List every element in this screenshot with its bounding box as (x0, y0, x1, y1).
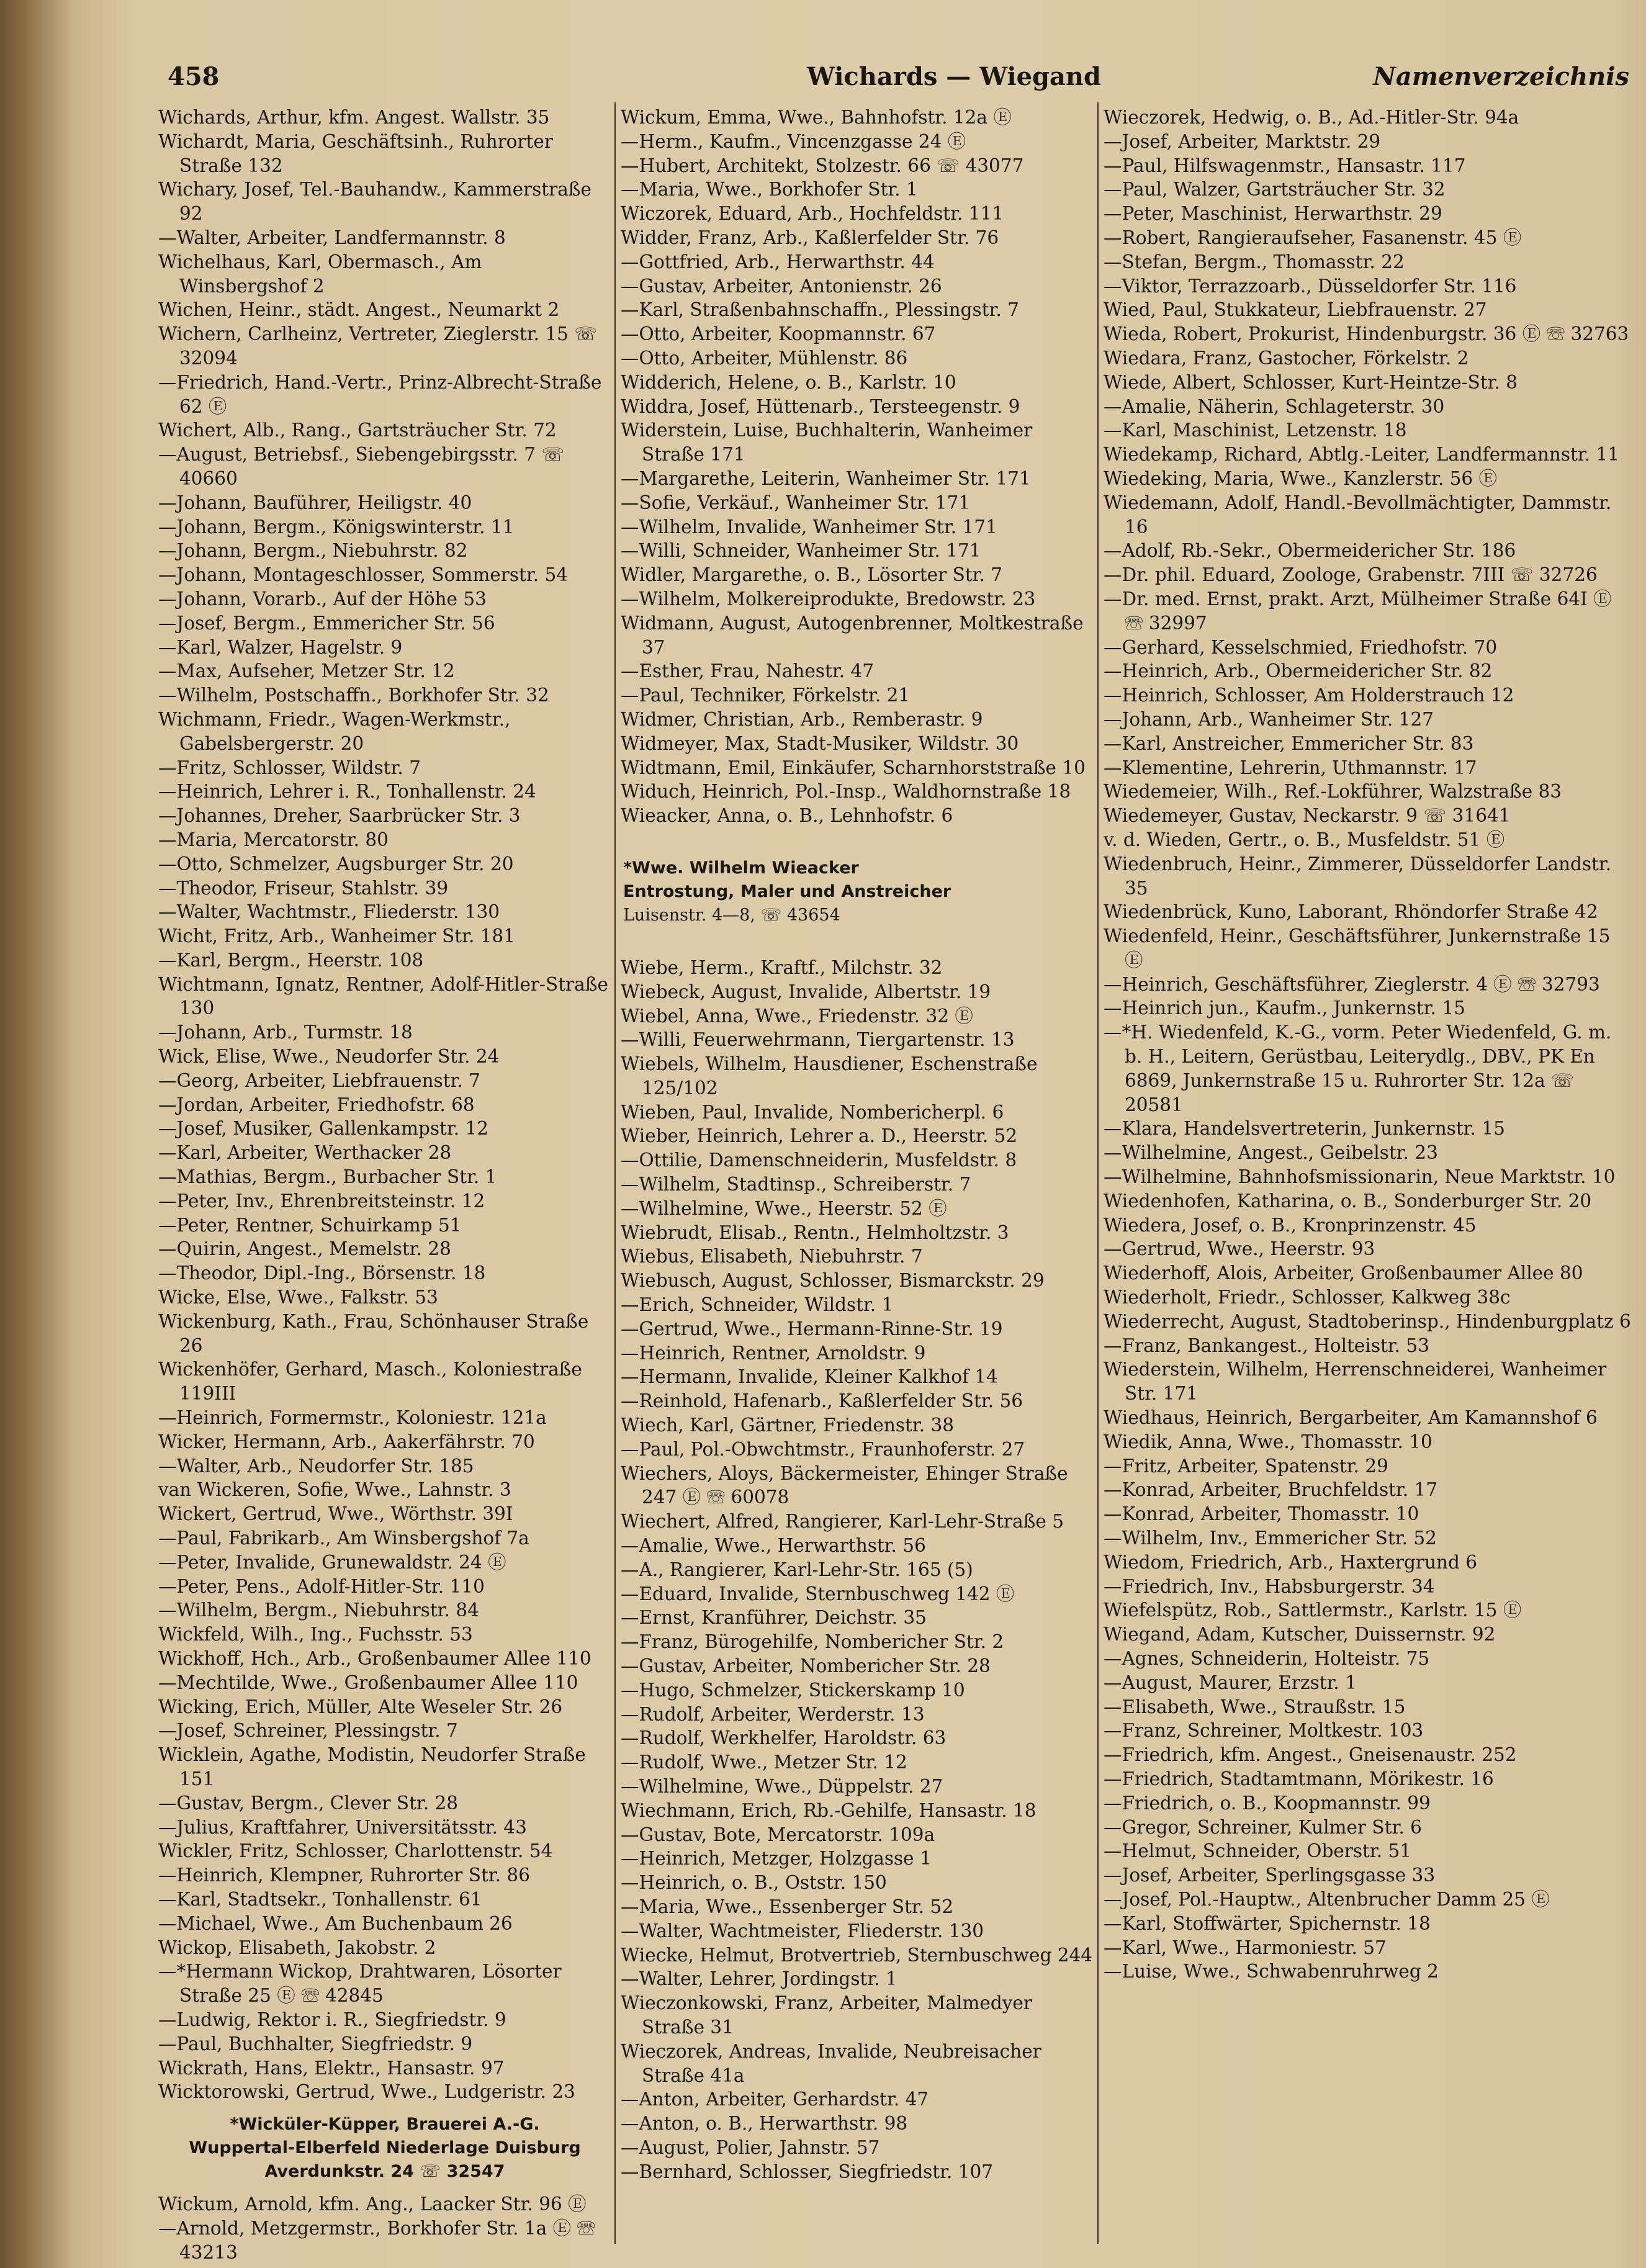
advertisement-wickueler (158, 2113, 611, 2184)
ad-line: Averdunkstr. 24 ☏ 32547 (264, 2162, 505, 2182)
directory-entry: Wiedenhofen, Katharina, o. B., Sonderburger Str. 20 (1104, 1190, 1592, 1212)
directory-entry: Wichards, Arthur, kfm. Angest. Wallstr. 35 (158, 107, 550, 128)
advertisement-wieacker (621, 857, 1099, 927)
directory-entry: —Gustav, Arbeiter, Nombericher Str. 28 (621, 1655, 991, 1677)
directory-entry: —Paul, Hilfswagenmstr., Hansastr. 117 (1104, 155, 1466, 176)
entry-list-col1b (158, 2192, 611, 2264)
directory-entry: —Konrad, Arbeiter, Thomasstr. 10 (1104, 1503, 1419, 1525)
running-title: Wichards — Wiegand (807, 62, 1101, 91)
directory-entry: Widuch, Heinrich, Pol.-Insp., Waldhornstraße 18 (621, 781, 1071, 803)
section-title: Namenverzeichnis (1373, 62, 1629, 91)
directory-entry: —Gustav, Bote, Mercatorstr. 109a (621, 1824, 935, 1845)
directory-entry: Wickum, Emma, Wwe., Bahnhofstr. 12a Ⓔ (621, 107, 1012, 128)
directory-entry: —Hermann, Invalide, Kleiner Kalkhof 14 (621, 1366, 998, 1388)
directory-entry: —Margarethe, Leiterin, Wanheimer Str. 171 (621, 467, 1031, 489)
directory-entry: van Wickeren, Sofie, Wwe., Lahnstr. 3 (158, 1479, 511, 1501)
directory-entry: —Johannes, Dreher, Saarbrücker Str. 3 (158, 805, 521, 827)
directory-entry: —Karl, Wwe., Harmoniestr. 57 (1104, 1937, 1387, 1958)
directory-entry: —Otto, Arbeiter, Koopmannstr. 67 (621, 323, 936, 345)
column-3 (1104, 106, 1631, 2241)
directory-entry: Wiczorek, Eduard, Arb., Hochfeldstr. 111 (621, 203, 1004, 225)
directory-entry: —Bernhard, Schlosser, Siegfriedstr. 107 (621, 2161, 994, 2182)
directory-entry: —Wilhelm, Inv., Emmericher Str. 52 (1104, 1528, 1437, 1549)
directory-entry: —Mathias, Bergm., Burbacher Str. 1 (158, 1166, 497, 1188)
directory-entry: —Walter, Wachtmeister, Fliederstr. 130 (621, 1920, 984, 1942)
directory-entry: Wichtmann, Ignatz, Rentner, Adolf-Hitler-Straße 130 (158, 973, 608, 1019)
directory-entry: Wickop, Elisabeth, Jakobstr. 2 (158, 1937, 436, 1958)
directory-entry: Wiecke, Helmut, Brotvertrieb, Sternbuschweg 244 (621, 1944, 1093, 1966)
directory-entry: —Maria, Wwe., Essenberger Str. 52 (621, 1896, 954, 1917)
directory-entry: —Otto, Schmelzer, Augsburger Str. 20 (158, 853, 514, 875)
directory-entry: Wickenburg, Kath., Frau, Schönhauser Straße 26 (158, 1310, 589, 1356)
directory-entry: —Gustav, Arbeiter, Antonienstr. 26 (621, 275, 942, 297)
directory-entry: —Willi, Schneider, Wanheimer Str. 171 (621, 540, 981, 562)
directory-entry: Wiedhaus, Heinrich, Bergarbeiter, Am Kamannshof 6 (1104, 1407, 1598, 1429)
directory-entry: —August, Maurer, Erzstr. 1 (1104, 1672, 1357, 1693)
directory-entry: Wiebeck, August, Invalide, Albertstr. 19 (621, 981, 991, 1002)
directory-entry: —Stefan, Bergm., Thomasstr. 22 (1104, 251, 1405, 272)
entry-list-col1 (158, 106, 611, 2104)
directory-entry: —Otto, Arbeiter, Mühlenstr. 86 (621, 347, 908, 369)
directory-entry: Wiech, Karl, Gärtner, Friedenstr. 38 (621, 1415, 955, 1436)
directory-entry: Wiedekamp, Richard, Abtlg.-Leiter, Landfermannstr. 11 (1104, 444, 1619, 466)
directory-entry: —Johann, Montageschlosser, Sommerstr. 54 (158, 564, 569, 586)
directory-entry: —Fritz, Schlosser, Wildstr. 7 (158, 757, 421, 778)
directory-entry: Wickert, Gertrud, Wwe., Wörthstr. 39I (158, 1503, 513, 1525)
directory-entry: Wiedemann, Adolf, Handl.-Bevollmächtigter, Dammstr. 16 (1104, 492, 1612, 538)
directory-entry: —Heinrich, Schlosser, Am Holderstrauch 12 (1104, 685, 1514, 706)
directory-entry: —Heinrich, Arb., Obermeidericher Str. 82 (1104, 660, 1493, 682)
directory-entry: —Johann, Bergm., Königswinterstr. 11 (158, 516, 515, 538)
directory-entry: Widerstein, Luise, Buchhalterin, Wanheimer Straße 171 (621, 420, 1033, 466)
directory-entry: —Amalie, Wwe., Herwarthstr. 56 (621, 1535, 926, 1557)
directory-entry: Wickenhöfer, Gerhard, Masch., Koloniestraße 119III (158, 1359, 582, 1405)
ad-line: Entrostung, Maler und Anstreicher (623, 881, 951, 901)
directory-entry: Wieben, Paul, Invalide, Nombericherpl. 6 (621, 1101, 1004, 1123)
directory-entry: —Wilhelmine, Wwe., Düppelstr. 27 (621, 1776, 943, 1797)
directory-entry: —Heinrich, Lehrer i. R., Tonhallenstr. 24 (158, 781, 536, 803)
directory-entry: —Wilhelm, Invalide, Wanheimer Str. 171 (621, 516, 997, 538)
directory-entry: —Max, Aufseher, Metzer Str. 12 (158, 660, 455, 682)
directory-entry: —Paul, Fabrikarb., Am Winsbergshof 7a (158, 1528, 529, 1549)
directory-entry: —Georg, Arbeiter, Liebfrauenstr. 7 (158, 1069, 480, 1091)
directory-entry: —Franz, Bankangest., Holteistr. 53 (1104, 1334, 1429, 1356)
directory-entry: —Quirin, Angest., Memelstr. 28 (158, 1238, 451, 1260)
directory-entry: —Johann, Vorarb., Auf der Höhe 53 (158, 588, 487, 610)
directory-entry: Wiederstein, Wilhelm, Herrenschneiderei, Wanheimer Str. 171 (1104, 1359, 1607, 1405)
directory-entry: Wiebrudt, Elisab., Rentn., Helmholtzstr. 3 (621, 1222, 1009, 1243)
directory-entry: Wichen, Heinr., städt. Angest., Neumarkt 2 (158, 299, 560, 321)
directory-entry: Wiedera, Josef, o. B., Kronprinzenstr. 45 (1104, 1214, 1477, 1236)
directory-entry: Wiedemeier, Wilh., Ref.-Lokführer, Walzstraße 83 (1104, 781, 1562, 803)
entry-list-col3 (1104, 106, 1631, 1984)
column-1 (158, 106, 611, 2263)
directory-entry: —Gustav, Bergm., Clever Str. 28 (158, 1792, 459, 1814)
directory-entry: Wiederhoff, Alois, Arbeiter, Großenbaumer Allee 80 (1104, 1262, 1583, 1284)
directory-entry: Wickhoff, Hch., Arb., Großenbaumer Allee 110 (158, 1648, 591, 1669)
entry-list-col2 (621, 106, 1099, 828)
ad-line: Luisenstr. 4—8, ☏ 43654 (623, 905, 840, 925)
directory-entry: —Rudolf, Werkhelfer, Haroldstr. 63 (621, 1727, 947, 1749)
directory-entry: Wicht, Fritz, Arb., Wanheimer Str. 181 (158, 925, 516, 947)
directory-entry: —Josef, Arbeiter, Marktstr. 29 (1104, 130, 1381, 152)
directory-entry: Wicke, Else, Wwe., Falkstr. 53 (158, 1287, 438, 1308)
directory-entry: —Wilhelmine, Bahnhofsmissionarin, Neue Marktstr. 10 (1104, 1166, 1616, 1188)
directory-entry: —Wilhelm, Stadtinsp., Schreiberstr. 7 (621, 1174, 971, 1195)
directory-entry: —Karl, Stoffwärter, Spichernstr. 18 (1104, 1912, 1431, 1934)
directory-entry: Wiefelspütz, Rob., Sattlermstr., Karlstr. 15 Ⓔ (1104, 1600, 1522, 1621)
directory-entry: —Gottfried, Arb., Herwarthstr. 44 (621, 251, 935, 272)
directory-entry: Wichardt, Maria, Geschäftsinh., Ruhrorter Straße 132 (158, 130, 553, 176)
directory-entry: —Friedrich, Hand.-Vertr., Prinz-Albrecht-Straße 62 Ⓔ (158, 371, 602, 417)
directory-entry: —Konrad, Arbeiter, Bruchfeldstr. 17 (1104, 1479, 1438, 1501)
directory-entry: Widmann, August, Autogenbrenner, Moltkestraße 37 (621, 612, 1084, 658)
directory-entry: —Wilhelm, Postschaffn., Borkhofer Str. 32 (158, 685, 549, 706)
directory-entry: Wieczonkowski, Franz, Arbeiter, Malmedyer Straße 31 (621, 1992, 1032, 2038)
directory-entry: —Heinrich, Geschäftsführer, Zieglerstr. 4 Ⓔ ☏ 32793 (1104, 973, 1600, 995)
directory-entry: —August, Polier, Jahnstr. 57 (621, 2136, 880, 2158)
directory-entry: —Paul, Techniker, Förkelstr. 21 (621, 685, 911, 706)
directory-entry: Wieczorek, Andreas, Invalide, Neubreisacher Straße 41a (621, 2040, 1041, 2086)
directory-entry: Widdra, Josef, Hüttenarb., Tersteegenstr. 9 (621, 395, 1020, 417)
directory-entry: —Heinrich, Klempner, Ruhrorter Str. 86 (158, 1865, 530, 1886)
directory-entry: —Gregor, Schreiner, Kulmer Str. 6 (1104, 1816, 1422, 1838)
directory-entry: —Paul, Pol.-Obwchtmstr., Fraunhoferstr. 27 (621, 1438, 1025, 1460)
directory-entry: —Peter, Pens., Adolf-Hitler-Str. 110 (158, 1575, 485, 1597)
directory-entry: —Johann, Bergm., Niebuhrstr. 82 (158, 540, 468, 562)
directory-entry: —Helmut, Schneider, Oberstr. 51 (1104, 1840, 1412, 1862)
directory-entry: Wiederrecht, August, Stadtoberinsp., Hindenburgplatz 6 (1104, 1310, 1631, 1332)
directory-entry: —Ludwig, Rektor i. R., Siegfriedstr. 9 (158, 2009, 506, 2030)
directory-entry: —Karl, Anstreicher, Emmericher Str. 83 (1104, 732, 1474, 754)
directory-entry: Wiedenbruch, Heinr., Zimmerer, Düsseldorfer Landstr. 35 (1104, 853, 1612, 899)
directory-entry: —Rudolf, Wwe., Metzer Str. 12 (621, 1752, 907, 1773)
directory-entry: —Maria, Wwe., Borkhofer Str. 1 (621, 179, 918, 200)
ad-line: *Wwe. Wilhelm Wieacker (623, 858, 859, 878)
directory-entry: —Peter, Invalide, Grunewaldstr. 24 Ⓔ (158, 1551, 506, 1573)
directory-entry: Widmeyer, Max, Stadt-Musiker, Wildstr. 30 (621, 732, 1019, 754)
directory-entry: Wicker, Hermann, Arb., Aakerfährstr. 70 (158, 1431, 535, 1452)
directory-entry: —Sofie, Verkäuf., Wanheimer Str. 171 (621, 492, 971, 513)
directory-entry: Wick, Elise, Wwe., Neudorfer Str. 24 (158, 1046, 500, 1068)
directory-entry: —Viktor, Terrazzoarb., Düsseldorfer Str. 116 (1104, 275, 1517, 297)
directory-entry: —Peter, Inv., Ehrenbreitsteinstr. 12 (158, 1190, 485, 1212)
directory-entry: —Mechtilde, Wwe., Großenbaumer Allee 110 (158, 1672, 578, 1693)
directory-entry: —Eduard, Invalide, Sternbuschweg 142 Ⓔ (621, 1583, 1015, 1604)
directory-entry: —*H. Wiedenfeld, K.-G., vorm. Peter Wiedenfeld, G. m. b. H., Leitern, Gerüstbau, Leiterydlg., DBV., PK En 6869, Junkernstraße 15 u. Ruhrorter Str. 12a ☏ 20581 (1104, 1022, 1612, 1115)
directory-entry: Wickum, Arnold, kfm. Ang., Laacker Str. 96 Ⓔ (158, 2194, 587, 2215)
directory-entry: —Josef, Musiker, Gallenkampstr. 12 (158, 1118, 488, 1140)
directory-entry: Wiebusch, August, Schlosser, Bismarckstr. 29 (621, 1270, 1045, 1292)
directory-entry: Wiechers, Aloys, Bäckermeister, Ehinger Straße 247 Ⓔ ☏ 60078 (621, 1462, 1068, 1508)
directory-entry: Widmer, Christian, Arb., Remberastr. 9 (621, 708, 983, 730)
directory-entry: Wiedeking, Maria, Wwe., Kanzlerstr. 56 Ⓔ (1104, 467, 1498, 489)
directory-entry: —Peter, Rentner, Schuirkamp 51 (158, 1214, 462, 1236)
directory-entry: —August, Betriebsf., Siebengebirgsstr. 7 ☏ 40660 (158, 444, 565, 489)
directory-entry: —*Hermann Wickop, Drahtwaren, Lösorter Straße 25 Ⓔ ☏ 42845 (158, 1961, 562, 2007)
directory-entry: —Jordan, Arbeiter, Friedhofstr. 68 (158, 1094, 475, 1115)
directory-entry: —Wilhelm, Molkereiprodukte, Bredowstr. 23 (621, 588, 1036, 610)
directory-entry: Wicking, Erich, Müller, Alte Weseler Str. 26 (158, 1696, 563, 1717)
directory-entry: Wiedenbrück, Kuno, Laborant, Rhöndorfer Straße 42 (1104, 901, 1598, 923)
directory-entry: Wiedara, Franz, Gastocher, Förkelstr. 2 (1104, 347, 1469, 369)
directory-entry: —Johann, Arb., Turmstr. 18 (158, 1022, 413, 1043)
directory-entry: —Robert, Rangieraufseher, Fasanenstr. 45 Ⓔ (1104, 227, 1522, 248)
directory-entry: Widderich, Helene, o. B., Karlstr. 10 (621, 371, 956, 393)
directory-entry: —Heinrich jun., Kaufm., Junkernstr. 15 (1104, 997, 1465, 1019)
directory-entry: —Heinrich, Rentner, Arnoldstr. 9 (621, 1342, 926, 1364)
directory-entry: —Klementine, Lehrerin, Uthmannstr. 17 (1104, 757, 1477, 778)
directory-entry: —Friedrich, Inv., Habsburgerstr. 34 (1104, 1575, 1435, 1597)
directory-entry: —Maria, Mercatorstr. 80 (158, 829, 389, 850)
directory-entry: —Walter, Arb., Neudorfer Str. 185 (158, 1455, 474, 1477)
directory-entry: —Karl, Bergm., Heerstr. 108 (158, 949, 424, 971)
directory-entry: Wiebels, Wilhelm, Hausdiener, Eschenstraße 125/102 (621, 1053, 1038, 1099)
directory-entry: —Walter, Arbeiter, Landfermannstr. 8 (158, 227, 506, 248)
directory-entry: Wiede, Albert, Schlosser, Kurt-Heintze-Str. 8 (1104, 371, 1518, 393)
column-divider (614, 102, 616, 2244)
directory-entry: —Reinhold, Hafenarb., Kaßlerfelder Str. 56 (621, 1390, 1023, 1412)
directory-entry: Wiechert, Alfred, Rangierer, Karl-Lehr-Straße 5 (621, 1511, 1064, 1532)
page-header (168, 62, 1629, 99)
directory-entry: —Johann, Arb., Wanheimer Str. 127 (1104, 708, 1434, 730)
directory-entry: —Gertrud, Wwe., Heerstr. 93 (1104, 1238, 1375, 1260)
directory-entry: —Heinrich, o. B., Oststr. 150 (621, 1872, 887, 1894)
directory-entry: Wiebe, Herm., Kraftf., Milchstr. 32 (621, 956, 943, 978)
directory-entry: Wichmann, Friedr., Wagen-Werkmstr., Gabelsbergerstr. 20 (158, 708, 511, 754)
directory-entry: —Theodor, Dipl.-Ing., Börsenstr. 18 (158, 1262, 486, 1284)
directory-entry: —Hugo, Schmelzer, Stickerskamp 10 (621, 1679, 965, 1701)
directory-entry: —A., Rangierer, Karl-Lehr-Str. 165 (5) (621, 1559, 973, 1580)
directory-entry: —Franz, Bürogehilfe, Nombericher Str. 2 (621, 1631, 1004, 1653)
directory-entry: —Franz, Schreiner, Moltkestr. 103 (1104, 1720, 1424, 1742)
directory-entry: Widtmann, Emil, Einkäufer, Scharnhorststraße 10 (621, 757, 1086, 778)
directory-entry: —Wilhelmine, Angest., Geibelstr. 23 (1104, 1142, 1438, 1164)
directory-entry: —Erich, Schneider, Wildstr. 1 (621, 1294, 894, 1316)
directory-entry: Wickler, Fritz, Schlosser, Charlottenstr. 54 (158, 1840, 553, 1862)
directory-entry: —Heinrich, Metzger, Holzgasse 1 (621, 1848, 932, 1870)
directory-entry: Wiedenfeld, Heinr., Geschäftsführer, Junkernstraße 15 Ⓔ (1104, 925, 1611, 971)
directory-entry: Wiebel, Anna, Wwe., Friedenstr. 32 Ⓔ (621, 1005, 973, 1027)
directory-entry: —Wilhelmine, Wwe., Heerstr. 52 Ⓔ (621, 1197, 947, 1219)
directory-entry: —Gerhard, Kesselschmied, Friedhofstr. 70 (1104, 636, 1498, 658)
directory-entry: Wicklein, Agathe, Modistin, Neudorfer Straße 151 (158, 1744, 586, 1789)
directory-entry: —Dr. med. Ernst, prakt. Arzt, Mülheimer Straße 64I Ⓔ ☏ 32997 (1104, 588, 1612, 634)
directory-entry: —Hubert, Architekt, Stolzestr. 66 ☏ 43077 (621, 155, 1024, 176)
directory-entry: —Josef, Arbeiter, Sperlingsgasse 33 (1104, 1865, 1436, 1886)
directory-entry: Widler, Margarethe, o. B., Lösorter Str. 7 (621, 564, 1003, 586)
directory-entry: —Agnes, Schneiderin, Holteistr. 75 (1104, 1648, 1430, 1669)
directory-entry: —Anton, Arbeiter, Gerhardstr. 47 (621, 2089, 929, 2110)
directory-entry: —Paul, Walzer, Gartsträucher Str. 32 (1104, 179, 1446, 200)
directory-entry: Wieacker, Anna, o. B., Lehnhofstr. 6 (621, 805, 953, 827)
directory-entry: Wiegand, Adam, Kutscher, Duissernstr. 92 (1104, 1624, 1496, 1645)
directory-entry: —Johann, Bauführer, Heiligstr. 40 (158, 492, 472, 513)
directory-entry: Wicktorowski, Gertrud, Wwe., Ludgeristr. 23 (158, 2081, 575, 2103)
directory-entry: —Wilhelm, Bergm., Niebuhrstr. 84 (158, 1600, 479, 1621)
directory-entry: —Adolf, Rb.-Sekr., Obermeidericher Str. 186 (1104, 540, 1516, 562)
directory-entry: —Amalie, Näherin, Schlageterstr. 30 (1104, 395, 1445, 417)
directory-entry: —Friedrich, kfm. Angest., Gneisenaustr. 252 (1104, 1744, 1517, 1766)
directory-entry: —Willi, Feuerwehrmann, Tiergartenstr. 13 (621, 1029, 1015, 1051)
directory-entry: —Friedrich, Stadtamtmann, Mörikestr. 16 (1104, 1768, 1494, 1789)
directory-entry: —Paul, Buchhalter, Siegfriedstr. 9 (158, 2033, 473, 2054)
directory-entry: —Karl, Stadtsekr., Tonhallenstr. 61 (158, 1888, 482, 1910)
ad-line: Wuppertal-Elberfeld Niederlage Duisburg (189, 2138, 581, 2158)
directory-entry: —Josef, Schreiner, Plessingstr. 7 (158, 1720, 458, 1742)
directory-entry: —Josef, Bergm., Emmericher Str. 56 (158, 612, 495, 634)
entry-list-col2b (621, 956, 1099, 2184)
directory-entry: —Herm., Kaufm., Vincenzgasse 24 Ⓔ (621, 130, 966, 152)
directory-entry: —Arnold, Metzgermstr., Borkhofer Str. 1a Ⓔ ☏ 43213 (158, 2217, 596, 2263)
directory-entry: Widder, Franz, Arb., Kaßlerfelder Str. 76 (621, 227, 999, 248)
directory-entry: —Esther, Frau, Nahestr. 47 (621, 660, 875, 682)
directory-entry: Wieber, Heinrich, Lehrer a. D., Heerstr. 52 (621, 1125, 1018, 1147)
column-2 (621, 106, 1099, 2241)
directory-entry: Wickrath, Hans, Elektr., Hansastr. 97 (158, 2057, 505, 2079)
directory-entry: —Julius, Kraftfahrer, Universitätsstr. 43 (158, 1816, 527, 1838)
directory-entry: —Rudolf, Arbeiter, Werderstr. 13 (621, 1703, 925, 1725)
directory-entry: —Peter, Maschinist, Herwarthstr. 29 (1104, 203, 1442, 225)
directory-entry: —Klara, Handelsvertreterin, Junkernstr. 15 (1104, 1118, 1505, 1140)
directory-entry: —Josef, Pol.-Hauptw., Altenbrucher Damm 25 Ⓔ (1104, 1888, 1550, 1910)
directory-entry: —Anton, o. B., Herwarthstr. 98 (621, 2113, 908, 2135)
directory-entry: Wiebus, Elisabeth, Niebuhrstr. 7 (621, 1246, 923, 1267)
directory-entry: —Elisabeth, Wwe., Straußstr. 15 (1104, 1696, 1406, 1717)
directory-entry: Wieczorek, Hedwig, o. B., Ad.-Hitler-Str. 94a (1104, 107, 1519, 128)
directory-entry: Wichelhaus, Karl, Obermasch., Am Winsbergshof 2 (158, 251, 482, 297)
directory-entry: Wiedik, Anna, Wwe., Thomasstr. 10 (1104, 1431, 1432, 1452)
directory-entry: Wiederholt, Friedr., Schlosser, Kalkweg 38c (1104, 1287, 1511, 1308)
directory-entry: —Fritz, Arbeiter, Spatenstr. 29 (1104, 1455, 1388, 1477)
directory-entry: —Heinrich, Formermstr., Koloniestr. 121a (158, 1407, 547, 1429)
directory-entry: Wickfeld, Wilh., Ing., Fuchsstr. 53 (158, 1624, 473, 1645)
directory-entry: —Michael, Wwe., Am Buchenbaum 26 (158, 1912, 513, 1934)
directory-entry: —Walter, Wachtmstr., Fliederstr. 130 (158, 901, 500, 923)
directory-entry: Wichern, Carlheinz, Vertreter, Zieglerstr. 15 ☏ 32094 (158, 323, 598, 369)
directory-entry: Wieda, Robert, Prokurist, Hindenburgstr. 36 Ⓔ ☏ 32763 (1104, 323, 1629, 345)
directory-entry: Wiechmann, Erich, Rb.-Gehilfe, Hansastr. 18 (621, 1799, 1037, 1821)
directory-entry: —Walter, Lehrer, Jordingstr. 1 (621, 1968, 897, 1990)
directory-entry: Wichert, Alb., Rang., Gartsträucher Str. 72 (158, 420, 557, 441)
ad-line: *Wicküler-Küpper, Brauerei A.-G. (230, 2115, 540, 2135)
directory-entry: —Friedrich, o. B., Koopmannstr. 99 (1104, 1792, 1431, 1814)
directory-entry: —Karl, Straßenbahnschaffn., Plessingstr. 7 (621, 299, 1019, 321)
directory-entry: v. d. Wieden, Gertr., o. B., Musfeldstr. 51 Ⓔ (1104, 829, 1505, 850)
directory-entry: Wiedom, Friedrich, Arb., Haxtergrund 6 (1104, 1551, 1478, 1573)
directory-entry: —Luise, Wwe., Schwabenruhrweg 2 (1104, 1961, 1439, 1982)
directory-entry: —Dr. phil. Eduard, Zoologe, Grabenstr. 7III ☏ 32726 (1104, 564, 1598, 586)
directory-entry: Wichary, Josef, Tel.-Bauhandw., Kammerstraße 92 (158, 179, 591, 225)
directory-entry: Wied, Paul, Stukkateur, Liebfrauenstr. 27 (1104, 299, 1487, 321)
directory-entry: —Karl, Walzer, Hagelstr. 9 (158, 636, 403, 658)
directory-entry: —Ottilie, Damenschneiderin, Musfeldstr. 8 (621, 1150, 1017, 1171)
directory-entry: —Theodor, Friseur, Stahlstr. 39 (158, 877, 449, 899)
directory-entry: —Gertrud, Wwe., Hermann-Rinne-Str. 19 (621, 1318, 1003, 1339)
directory-entry: Wiedemeyer, Gustav, Neckarstr. 9 ☏ 31641 (1104, 805, 1511, 827)
directory-entry: —Ernst, Kranführer, Deichstr. 35 (621, 1607, 927, 1629)
page-number: 458 (168, 62, 220, 91)
directory-entry: —Karl, Arbeiter, Werthacker 28 (158, 1142, 452, 1164)
directory-entry: —Karl, Maschinist, Letzenstr. 18 (1104, 420, 1407, 441)
